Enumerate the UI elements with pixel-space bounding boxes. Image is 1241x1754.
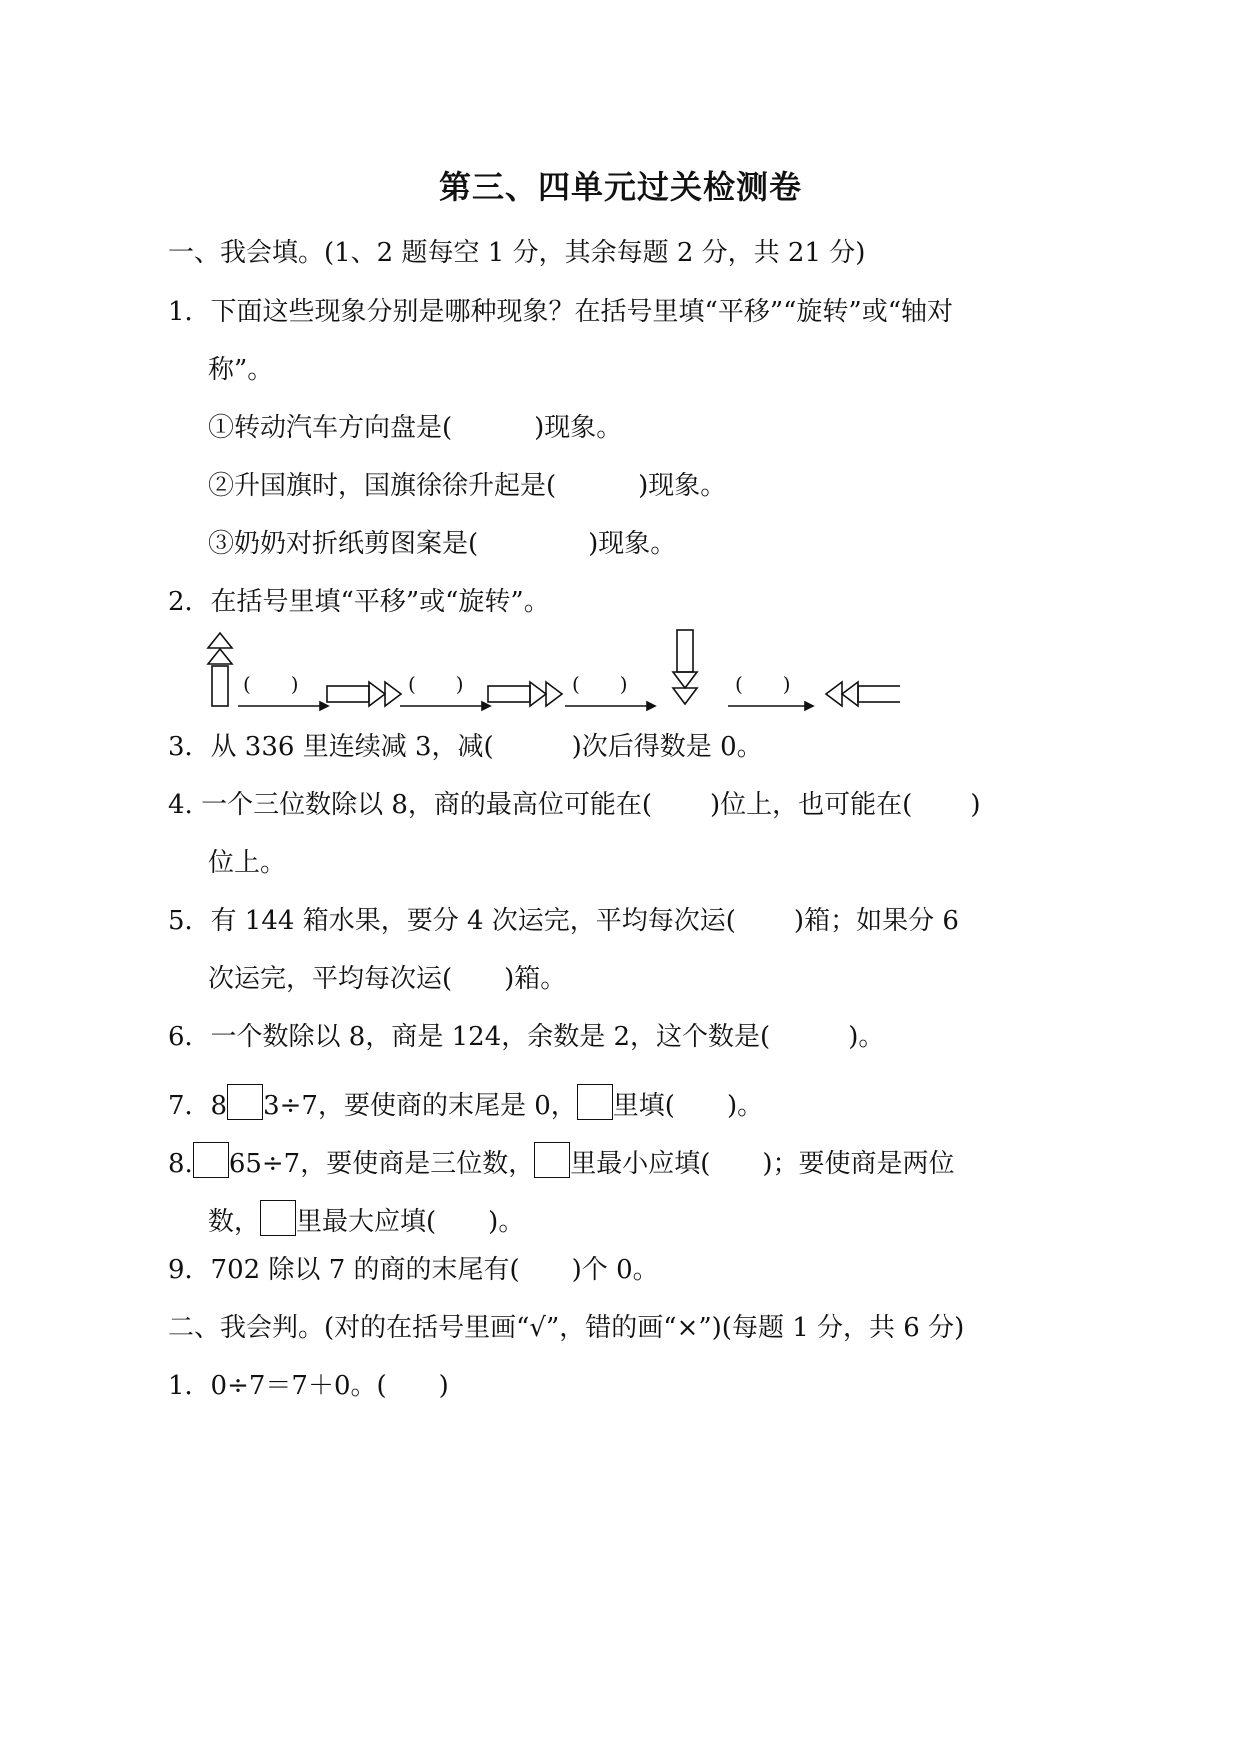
q1-c bbox=[208, 527, 676, 561]
page-title: 第三、四单元过关检测卷 bbox=[438, 168, 802, 206]
transform-figure bbox=[200, 628, 900, 718]
q9-pre: 9．702 除以 7 的商的末尾有( bbox=[168, 1255, 520, 1285]
q1-c-post: )现象。 bbox=[588, 529, 677, 559]
q8-l2-mid: 里最大应填( bbox=[296, 1207, 437, 1237]
answer-paren-3[interactable]: ( ) bbox=[572, 672, 628, 696]
q2-text: 2．在括号里填“平移”或“旋转”。 bbox=[168, 587, 550, 617]
digit-box bbox=[534, 1142, 570, 1178]
q5-line2 bbox=[208, 962, 566, 996]
q1-a-pre: ①转动汽车方向盘是( bbox=[208, 413, 453, 443]
q7 bbox=[168, 1084, 763, 1123]
q5-l2-post: )箱。 bbox=[504, 964, 567, 994]
q6-pre: 6．一个数除以 8，商是 124，余数是 2，这个数是( bbox=[168, 1022, 771, 1052]
answer-paren-2[interactable]: ( ) bbox=[408, 672, 464, 696]
q1-a-post: )现象。 bbox=[534, 413, 623, 443]
q4-line2: 位上。 bbox=[208, 848, 287, 878]
answer-paren-1[interactable]: ( ) bbox=[243, 672, 299, 696]
q5-line1 bbox=[168, 904, 959, 938]
q6-post: )。 bbox=[848, 1022, 885, 1052]
digit-box bbox=[577, 1084, 613, 1120]
q4-line1 bbox=[168, 788, 980, 822]
q9 bbox=[168, 1253, 659, 1287]
up-arrow-head-icon bbox=[208, 649, 232, 664]
judge-q1[interactable]: 1．0÷7＝7＋0。( ) bbox=[168, 1371, 449, 1401]
answer-paren-4[interactable]: ( ) bbox=[735, 672, 791, 696]
q8-line1 bbox=[168, 1142, 955, 1181]
q1-b-pre: ②升国旗时，国旗徐徐升起是( bbox=[208, 471, 557, 501]
q7-pre: 7．8 bbox=[168, 1091, 228, 1121]
q3-post: )次后得数是 0。 bbox=[571, 732, 763, 762]
q6 bbox=[168, 1020, 884, 1054]
q7-mid: 3÷7，要使商的末尾是 0， bbox=[263, 1091, 577, 1121]
up-arrow-shaft bbox=[212, 666, 228, 706]
q1-a bbox=[208, 411, 622, 445]
q8-mid2: 里最小应填( bbox=[570, 1149, 711, 1179]
q8-l2-pre: 数， bbox=[208, 1207, 261, 1237]
q4-pre: 4. 一个三位数除以 8，商的最高位可能在( bbox=[168, 790, 653, 820]
digit-box[interactable] bbox=[227, 1084, 263, 1120]
q5-post: )箱；如果分 6 bbox=[793, 906, 959, 936]
section2-heading: 二、我会判。(对的在括号里画“√”，错的画“×”)(每题 1 分，共 6 分) bbox=[168, 1313, 965, 1343]
q1-b-post: )现象。 bbox=[638, 471, 727, 501]
q5-l2-pre: 次运完，平均每次运( bbox=[208, 964, 453, 994]
q8-pre: 8. bbox=[168, 1149, 193, 1179]
q1-b bbox=[208, 469, 726, 503]
q7-post2: )。 bbox=[726, 1091, 764, 1121]
q3 bbox=[168, 730, 763, 764]
q1-line1: 1．下面这些现象分别是哪种现象？在括号里填“平移”“旋转”或“轴对 bbox=[168, 297, 954, 327]
q8-l1-post: )；要使商是两位 bbox=[762, 1149, 955, 1179]
q1-c-pre: ③奶奶对折纸剪图案是( bbox=[208, 529, 479, 559]
q8-mid: 65÷7，要使商是三位数， bbox=[228, 1149, 535, 1179]
q4-mid: )位上，也可能在( bbox=[710, 790, 913, 820]
q5-pre: 5．有 144 箱水果，要分 4 次运完，平均每次运( bbox=[168, 906, 736, 936]
q1-line2: 称”。 bbox=[208, 355, 274, 385]
q7-post1: 里填( bbox=[612, 1091, 675, 1121]
q8-line2 bbox=[208, 1200, 524, 1239]
q9-post: )个 0。 bbox=[571, 1255, 659, 1285]
up-arrow-head-icon bbox=[208, 633, 232, 648]
q8-l2-post: )。 bbox=[488, 1207, 525, 1237]
section1-heading: 一、我会填。(1、2 题每空 1 分，其余每题 2 分，共 21 分) bbox=[168, 238, 866, 268]
q4-post: ) bbox=[970, 790, 981, 820]
digit-box[interactable] bbox=[193, 1142, 229, 1178]
q3-pre: 3．从 336 里连续减 3，减( bbox=[168, 732, 494, 762]
digit-box bbox=[260, 1200, 296, 1236]
